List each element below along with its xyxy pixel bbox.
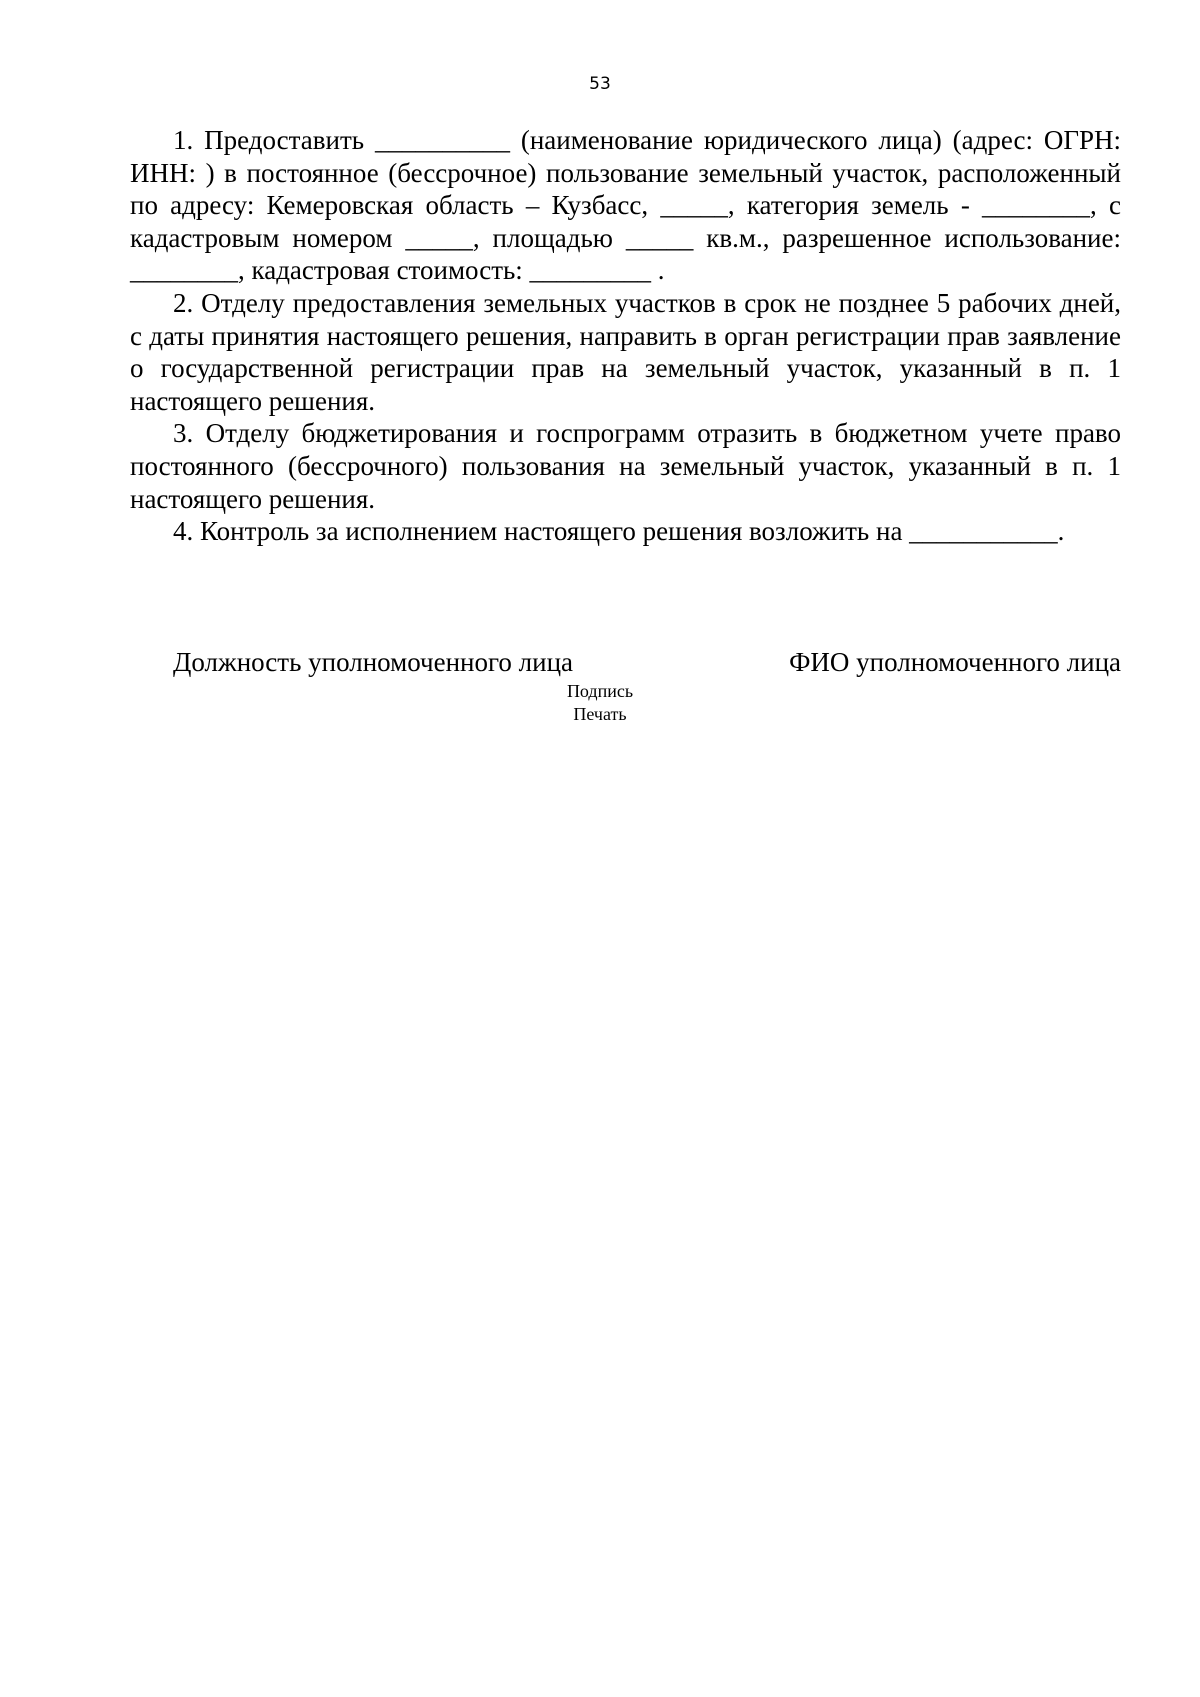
paragraph-1-grant-land: 1. Предоставить __________ (наименование юридического лица) (адрес: ОГРН: ИНН: ) в постоянное (бессрочное) пользование земельный участок, расположенный по адресу: Кемеровская область – Кузбасс, _____, категория земель - ________, с кадастровым номером _____, площадью _____ кв.м., разрешенное использование: ________, кадастровая стоимость: _________ . — [130, 125, 1121, 286]
page-number: 53 — [589, 74, 611, 94]
paragraph-4-control: 4. Контроль за исполнением настоящего решения возложить на ___________. — [173, 516, 1065, 547]
signature-placeholder: Подпись — [566, 681, 634, 701]
signature-seal-area — [0, 680, 1200, 726]
authorized-name-label: ФИО уполномоченного лица — [789, 647, 1121, 677]
seal-placeholder: Печать — [573, 704, 627, 724]
paragraph-2-registration: 2. Отделу предоставления земельных участков в срок не позднее 5 рабочих дней, с даты принятия настоящего решения, направить в орган регистрации прав заявление о государственной регистрации прав на земельный участок, указанный в п. 1 настоящего решения. — [130, 287, 1121, 416]
authorized-position-label: Должность уполномоченного лица — [173, 647, 574, 677]
paragraph-3-budget-accounting: 3. Отделу бюджетирования и госпрограмм отразить в бюджетном учете право постоянного (бессрочного) пользования на земельный участок, указанный в п. 1 настоящего решения. — [130, 418, 1121, 514]
decision-body — [130, 124, 1121, 548]
